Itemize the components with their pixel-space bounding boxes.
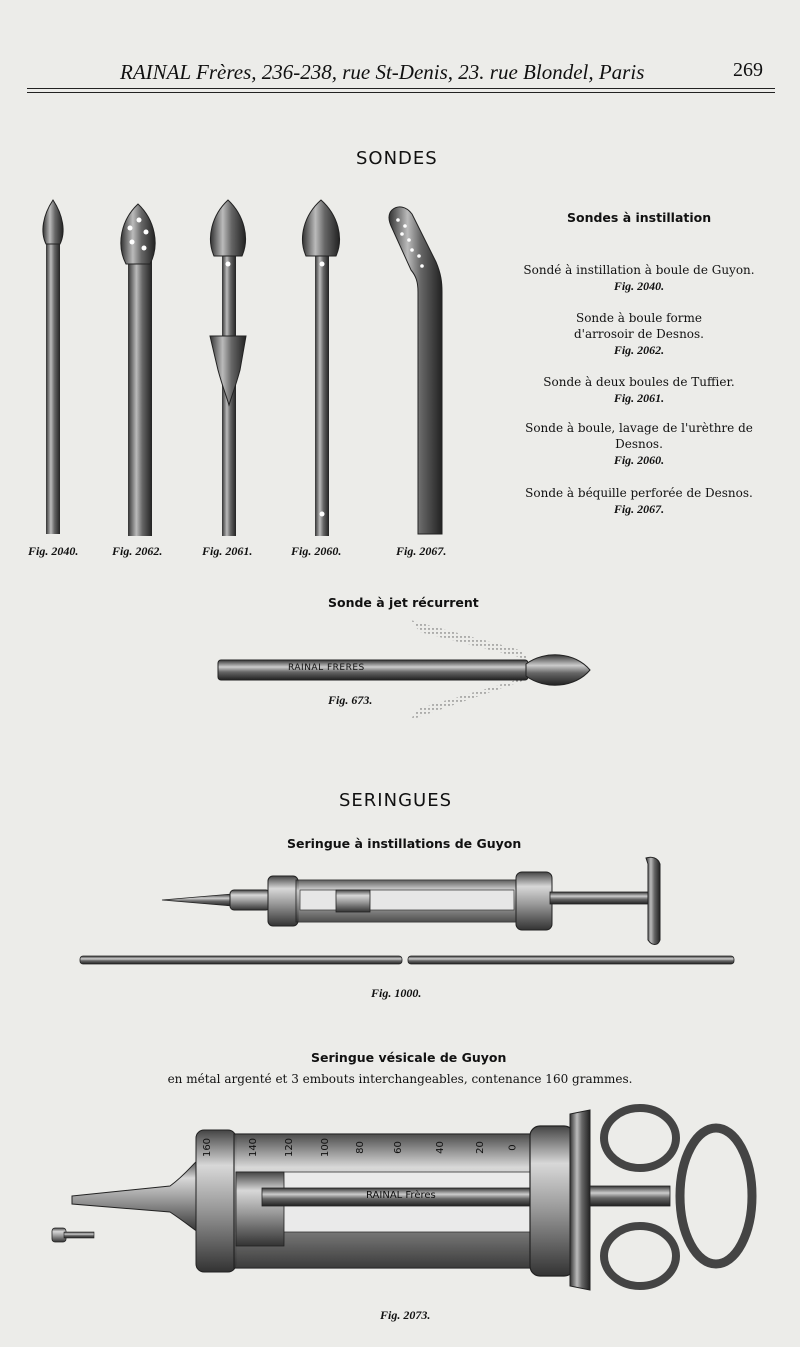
sonde-2040-illustration — [43, 200, 63, 534]
instillation-heading: Sondes à instillation — [567, 210, 712, 225]
sonde-2061-illustration — [210, 200, 246, 536]
vesicale-title: Seringue vésicale de Guyon — [311, 1050, 507, 1065]
scale-mark: 160 — [202, 1137, 214, 1158]
instillation-syringe-title: Seringue à instillations de Guyon — [287, 836, 522, 851]
entry-fig: Fig. 2067. — [613, 502, 665, 516]
entry-name: Sonde à boule forme d'arrosoir de Desnos. — [573, 311, 704, 341]
entry-2060 — [489, 420, 789, 468]
entry-name: Sondé à instillation à boule de Guyon. — [523, 263, 755, 277]
scale-mark: 40 — [434, 1141, 446, 1154]
entry-name: Sonde à boule, lavage de l'urèthre de Desnos. — [525, 421, 753, 451]
caption-673: Fig. 673. — [328, 693, 373, 707]
entry-name: Sonde à deux boules de Tuffier. — [543, 375, 735, 389]
scale-mark: 0 — [507, 1144, 519, 1151]
scale-mark: 120 — [284, 1137, 296, 1158]
entry-2067 — [489, 485, 789, 517]
scale-mark: 80 — [354, 1141, 366, 1154]
entry-2061 — [489, 374, 789, 406]
section-title-seringues: SERINGUES — [339, 790, 453, 811]
sonde-2067-illustration — [389, 207, 442, 534]
jet-title: Sonde à jet récurrent — [328, 595, 479, 610]
caption-2040: Fig. 2040. — [28, 544, 79, 558]
vesicale-description: en métal argenté et 3 embouts interchangeables, contenance 160 grammes. — [167, 1072, 633, 1086]
caption-1000: Fig. 1000. — [371, 986, 422, 1000]
entry-name: Sonde à béquille perforée de Desnos. — [525, 486, 753, 500]
entry-2062 — [489, 310, 789, 358]
sonde-jet-recurrent-illustration — [218, 620, 590, 720]
sonde-2062-illustration — [121, 204, 155, 536]
entry-fig: Fig. 2040. — [613, 279, 665, 293]
brand-mark-vesicale: RAINAL Frères — [366, 1190, 436, 1201]
scale-mark: 20 — [474, 1141, 486, 1154]
caption-2073: Fig. 2073. — [380, 1308, 431, 1322]
syringe-scale — [198, 1137, 528, 1172]
entry-fig: Fig. 2061. — [613, 391, 665, 405]
caption-2061: Fig. 2061. — [202, 544, 253, 558]
caption-2060: Fig. 2060. — [291, 544, 342, 558]
page-number: 269 — [733, 59, 763, 81]
scale-mark: 100 — [320, 1137, 332, 1158]
page-header: RAINAL Frères, 236-238, rue St-Denis, 23. rue Blondel, Paris — [120, 60, 645, 84]
seringue-instillation-illustration — [80, 857, 734, 964]
section-title-sondes: SONDES — [356, 148, 438, 169]
brand-mark-jet: RAINAL FRERES — [288, 663, 365, 673]
entry-fig: Fig. 2060. — [613, 453, 665, 467]
scale-mark: 60 — [392, 1141, 404, 1154]
caption-2067: Fig. 2067. — [396, 544, 447, 558]
entry-2040 — [489, 262, 789, 294]
caption-2062: Fig. 2062. — [112, 544, 163, 558]
sonde-2060-illustration — [302, 200, 339, 536]
entry-fig: Fig. 2062. — [613, 343, 665, 357]
scale-mark: 140 — [248, 1137, 260, 1158]
